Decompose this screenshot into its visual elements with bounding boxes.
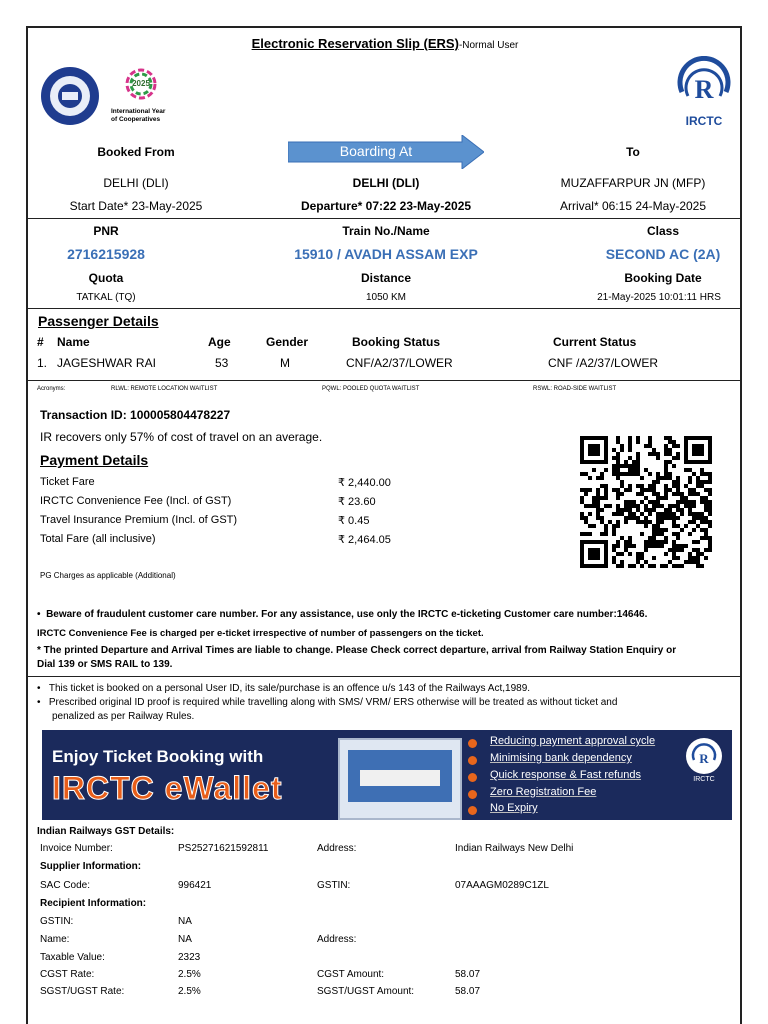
supplier-title: Supplier Information:	[40, 861, 142, 872]
r-gstin-label: GSTIN:	[40, 916, 74, 927]
acronym-rlwl: RLWL: REMOTE LOCATION WAITLIST	[111, 386, 218, 392]
divider-1	[28, 218, 742, 219]
divider-3	[28, 380, 742, 381]
divider-2	[28, 308, 742, 309]
pg-note: PG Charges as applicable (Additional)	[40, 571, 176, 580]
fraud-notice-text: Beware of fraudulent customer care number. For any assistance, use only the IRCTC e-ticketing Customer care number:14646.	[46, 609, 648, 620]
banner-irctc-text: IRCTC	[693, 776, 715, 783]
indian-railways-logo	[40, 66, 100, 126]
iyc-text-1: International Year	[111, 108, 166, 115]
insurance-label: Travel Insurance Premium (Incl. of GST)	[40, 514, 238, 526]
pnr-label: PNR	[93, 224, 119, 238]
acronyms-label: Acronyms:	[37, 386, 66, 392]
taxable-label: Taxable Value:	[40, 952, 105, 963]
pax-header-name: Name	[57, 335, 90, 349]
feature-dot-1	[468, 739, 477, 748]
transaction-id: Transaction ID: 100005804478227	[40, 408, 231, 422]
total-fare-value: ₹ 2,464.05	[338, 534, 391, 546]
pax-header-gender: Gender	[266, 335, 309, 349]
boarding-arrow	[288, 135, 484, 169]
pax-header-current-status: Current Status	[553, 335, 637, 349]
insurance-value: ₹ 0.45	[338, 515, 370, 527]
r-name-label: Name:	[40, 934, 70, 945]
id-proof-text: Prescribed original ID proof is required while travelling along with SMS/ VRM/ ERS otherwise will be treated as without ticket and	[48, 697, 618, 708]
personal-id-text: This ticket is booked on a personal User ID, its sale/purchase is an offence u/s 143 of the Railways Act,1989.	[48, 683, 531, 694]
sgst-amount-value: 58.07	[455, 986, 481, 997]
quota-label: Quota	[88, 271, 124, 285]
banner-laptop-image	[338, 738, 462, 820]
cgst-amount-label: CGST Amount:	[317, 969, 385, 980]
train-label: Train No./Name	[342, 224, 430, 238]
payment-details-title: Payment Details	[40, 452, 149, 468]
sgst-amount-label: SGST/UGST Amount:	[317, 986, 415, 997]
class-label: Class	[646, 224, 680, 238]
svg-text:R: R	[694, 75, 714, 104]
conv-fee-value: ₹ 23.60	[338, 496, 376, 508]
ers-frame	[26, 26, 742, 1024]
recipient-title: Recipient Information:	[40, 898, 147, 909]
feature-dot-2	[468, 756, 477, 765]
feature-dot-4	[468, 790, 477, 799]
booked-from-label: Booked From	[97, 145, 175, 159]
cgst-amount-value: 58.07	[455, 969, 481, 980]
acronym-pqwl: PQWL: POOLED QUOTA WAITLIST	[322, 386, 420, 392]
pax-name: JAGESHWAR RAI	[57, 356, 156, 370]
invoice-label: Invoice Number:	[40, 843, 113, 854]
irctc-logo	[672, 56, 736, 130]
feature-dot-3	[468, 773, 477, 782]
ers-title-text: Electronic Reservation Slip (ERS)	[251, 36, 459, 51]
iyc-logo	[111, 66, 171, 128]
feature-5: No Expiry	[490, 802, 538, 814]
pax-age: 53	[215, 356, 229, 370]
address-label: Address:	[317, 843, 357, 854]
cgst-rate-label: CGST Rate:	[40, 969, 95, 980]
acronym-rswl: RSWL: ROAD-SIDE WAITLIST	[533, 386, 617, 392]
booking-date-value: 21-May-2025 10:01:11 HRS	[597, 292, 721, 303]
distance-value: 1050 KM	[365, 292, 407, 303]
recovery-note: IR recovers only 57% of cost of travel on an average.	[40, 430, 323, 444]
id-proof-notice: • Prescribed original ID proof is required while travelling along with SMS/ VRM/ ERS otherwise will be treated as without ticket and	[37, 697, 618, 708]
start-date: Start Date* 23-May-2025	[69, 199, 203, 213]
distance-label: Distance	[360, 271, 412, 285]
ers-title	[28, 35, 742, 53]
irctc-logo-text: IRCTC	[685, 114, 723, 128]
ewallet-banner[interactable]	[42, 730, 732, 820]
feature-dot-5	[468, 806, 477, 815]
iyc-text-2: of Cooperatives	[111, 116, 161, 123]
pax-num: 1.	[37, 356, 48, 370]
feature-2: Minimising bank dependency	[490, 752, 632, 764]
conv-fee-notice: IRCTC Convenience Fee is charged per e-ticket irrespective of number of passengers on the ticket.	[37, 628, 484, 639]
qr-code	[580, 436, 712, 570]
booking-date-label: Booking Date	[624, 271, 702, 285]
feature-3: Quick response & Fast refunds	[490, 769, 642, 781]
times-notice-2: Dial 139 or SMS RAIL to 139.	[37, 659, 173, 670]
r-address-label: Address:	[317, 934, 357, 945]
from-station: DELHI (DLI)	[103, 176, 169, 190]
to-station: MUZAFFARPUR JN (MFP)	[560, 176, 706, 190]
divider-4	[28, 676, 742, 677]
quota-value: TATKAL (TQ)	[76, 292, 136, 303]
pax-booking-status: CNF/A2/37/LOWER	[346, 356, 453, 370]
iyc-2025: 2025	[132, 79, 150, 88]
banner-line-1: Enjoy Ticket Booking with	[52, 747, 264, 766]
class-value: SECOND AC (2A)	[605, 246, 721, 262]
pax-header-booking-status: Booking Status	[352, 335, 441, 349]
r-gstin-value: NA	[178, 916, 192, 927]
banner-line-2: IRCTC eWallet	[52, 770, 283, 806]
times-notice-1: * The printed Departure and Arrival Times are liable to change. Please Check correct departure, arrival from Railway Station Enquiry or	[37, 645, 677, 656]
sac-value: 996421	[178, 880, 212, 891]
fraud-notice: • Beware of fraudulent customer care number. For any assistance, use only the IRCTC e-ticketing Customer care number:14646.	[37, 609, 648, 620]
train-value: 15910 / AVADH ASSAM EXP	[294, 246, 478, 262]
gstin-value: 07AAAGM0289C1ZL	[455, 880, 549, 891]
pnr-value: 2716215928	[67, 246, 145, 262]
address-value: Indian Railways New Delhi	[455, 843, 574, 854]
sgst-rate-value: 2.5%	[178, 986, 201, 997]
gstin-label: GSTIN:	[317, 880, 351, 891]
conv-fee-label: IRCTC Convenience Fee (Incl. of GST)	[40, 495, 232, 507]
departure: Departure* 07:22 23-May-2025	[300, 199, 472, 213]
boarding-label: Boarding At	[339, 143, 413, 159]
personal-id-notice: • This ticket is booked on a personal User ID, its sale/purchase is an offence u/s 143 of the Railways Act,1989.	[37, 683, 531, 694]
invoice-value: PS25271621592811	[178, 843, 269, 854]
sac-label: SAC Code:	[40, 880, 91, 891]
pax-current-status: CNF /A2/37/LOWER	[548, 356, 659, 370]
boarding-station: DELHI (DLI)	[352, 176, 420, 190]
ers-subtitle: -Normal User	[458, 40, 519, 51]
feature-4: Zero Registration Fee	[490, 786, 597, 798]
total-fare-label: Total Fare (all inclusive)	[40, 533, 156, 545]
feature-1: Reducing payment approval cycle	[490, 735, 656, 747]
arrival: Arrival* 06:15 24-May-2025	[559, 199, 707, 213]
sgst-rate-label: SGST/UGST Rate:	[40, 986, 125, 997]
pax-gender: M	[280, 356, 290, 370]
r-name-value: NA	[178, 934, 192, 945]
fare-label: Ticket Fare	[40, 476, 95, 488]
to-label: To	[626, 145, 640, 159]
passenger-details-title: Passenger Details	[38, 313, 159, 329]
svg-text:R: R	[699, 751, 709, 766]
cgst-rate-value: 2.5%	[178, 969, 201, 980]
fare-value: ₹ 2,440.00	[338, 477, 391, 489]
banner-irctc-icon	[686, 738, 722, 774]
pax-header-num: #	[37, 335, 44, 349]
gst-title: Indian Railways GST Details:	[37, 826, 175, 837]
taxable-value: 2323	[178, 952, 201, 963]
id-proof-notice-2: penalized as per Railway Rules.	[52, 711, 195, 722]
pax-header-age: Age	[208, 335, 231, 349]
